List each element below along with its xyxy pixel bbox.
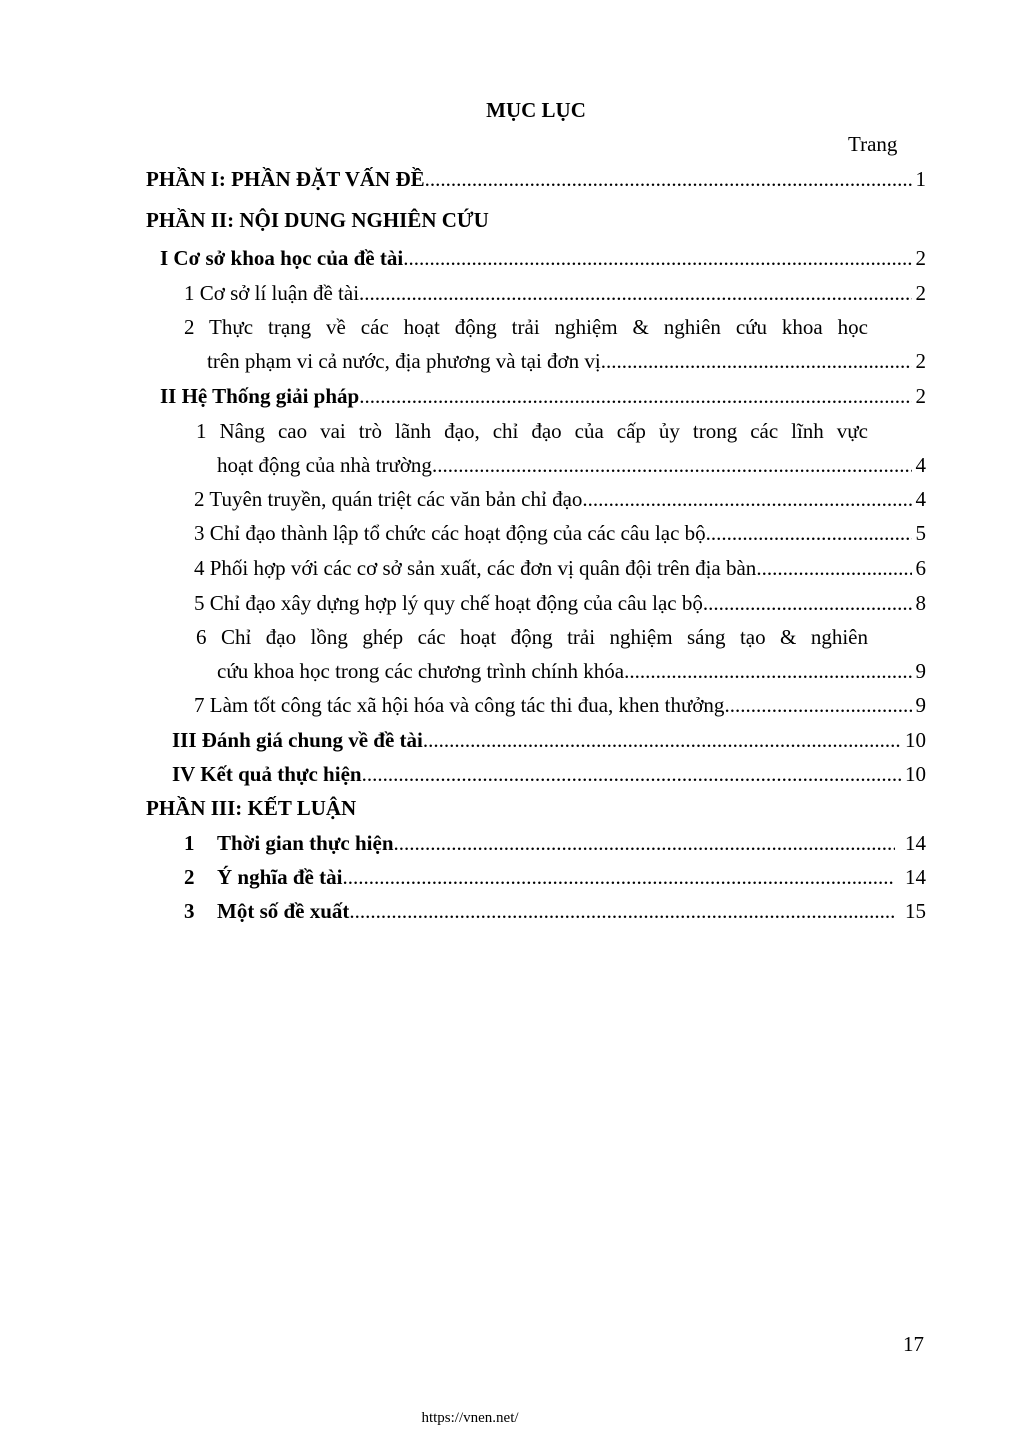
toc-entry-page: 10 [905,728,926,752]
toc-entry-label: 3 Chỉ đạo thành lập tổ chức các hoạt động của các câu lạc bộ [194,521,706,545]
toc-entry-label: I Cơ sở khoa học của đề tài [160,246,404,270]
toc-entry-page: 8 [915,591,926,615]
toc-entry-page: 15 [905,899,926,923]
toc-entry-label-continued: trên phạm vi cả nước, địa phương và tại đơn vị. [207,349,606,373]
toc-entry-page: 5 [915,521,926,545]
dot-leader [432,452,912,478]
toc-entry-label-continued: hoạt động của nhà trường [217,453,432,477]
toc-entry-label: III Đánh giá chung về đề tài [172,728,423,752]
toc-entry[interactable] [184,830,926,856]
toc-entry[interactable] [160,383,926,409]
toc-entry-label: 2 Tuyên truyền, quán triệt các văn bản chỉ đạo [194,487,583,511]
toc-entry[interactable] [184,280,926,306]
toc-entry-label: PHẦN I: PHẦN ĐẶT VẤN ĐỀ [146,167,425,191]
dot-leader [403,245,911,271]
toc-entry-page: 6 [915,556,926,580]
toc-entry-label: 4 Phối hợp với các cơ sở sản xuất, các đơn vị quân đội trên địa bàn [194,556,757,580]
toc-entry-page: 9 [915,659,926,683]
dot-leader [362,761,901,787]
dot-leader [582,486,911,512]
dot-leader [724,692,911,718]
toc-entry[interactable] [217,658,926,684]
toc-entry-label: II Hệ Thống giải pháp [160,384,360,408]
toc-entry[interactable] [146,166,926,192]
toc-entry-page: 1 [915,167,926,191]
toc-entry-label: IV Kết quả thực hiện [172,762,362,786]
dot-leader [624,658,911,684]
toc-entry[interactable] [194,520,926,546]
toc-entry-page: 2 [915,349,926,373]
page-title: MỤC LỤC [486,98,586,122]
toc-entry[interactable] [194,692,926,718]
dot-leader [359,383,911,409]
toc-entry-page: 14 [905,865,926,889]
toc-entry-page: 10 [905,762,926,786]
toc-entry[interactable] [184,898,926,924]
toc-entry-label[interactable]: 6 Chỉ đạo lồng ghép các hoạt động trải nghiệm sáng tạo & nghiên [196,625,868,649]
footer-url[interactable]: https://vnen.net/ [421,1410,519,1426]
toc-entry-page: 9 [915,693,926,717]
toc-entry[interactable] [194,590,926,616]
page-number: 17 [903,1332,924,1356]
toc-entry-page: 2 [915,384,926,408]
toc-entry-number: 1 [184,831,195,855]
toc-entry-number: 3 [184,899,195,923]
toc-section-heading: PHẦN III: KẾT LUẬN [146,796,357,820]
toc-entry[interactable] [184,864,926,890]
toc-entry-label-continued: cứu khoa học trong các chương trình chính khóa [217,659,625,683]
toc-entry-label: 1 Cơ sở lí luận đề tài [184,281,360,305]
dot-leader [606,348,912,374]
toc-entry-page: 4 [915,453,926,477]
dot-leader [756,555,911,581]
toc-entry[interactable] [194,555,926,581]
toc-entry[interactable] [194,486,926,512]
dot-leader [342,864,895,890]
dot-leader [394,830,895,856]
dot-leader [706,520,912,546]
toc-entry-label[interactable]: 2 Thực trạng về các hoạt động trải nghiệm & nghiên cứu khoa học [184,315,868,339]
toc-entry-page: 2 [915,281,926,305]
toc-entry-label: 5 Chỉ đạo xây dựng hợp lý quy chế hoạt động của câu lạc bộ [194,591,703,615]
toc-entry-label: Một số đề xuất [217,899,350,923]
toc-entry[interactable] [172,727,926,753]
dot-leader [423,727,901,753]
toc-entry[interactable] [172,761,926,787]
toc-entry-page: 2 [915,246,926,270]
toc-entry-page: 4 [915,487,926,511]
toc-entry[interactable] [160,245,926,271]
dot-leader [425,166,912,192]
dot-leader [359,280,911,306]
toc-entry[interactable] [207,348,926,374]
toc-entry[interactable] [217,452,926,478]
dot-leader [703,590,912,616]
toc-entry-label[interactable]: 1 Nâng cao vai trò lãnh đạo, chỉ đạo của cấp ủy trong các lĩnh vực [196,419,868,443]
toc-entry-label: 7 Làm tốt công tác xã hội hóa và công tác thi đua, khen thưởng [194,693,725,717]
toc-entry-number: 2 [184,865,195,889]
toc-section-heading: PHẦN II: NỘI DUNG NGHIÊN CỨU [146,208,489,232]
page-column-label: Trang [848,132,898,156]
dot-leader [349,898,895,924]
toc-entry-label: Thời gian thực hiện [217,831,394,855]
toc-entry-page: 14 [905,831,926,855]
toc-entry-label: Ý nghĩa đề tài [217,865,343,889]
